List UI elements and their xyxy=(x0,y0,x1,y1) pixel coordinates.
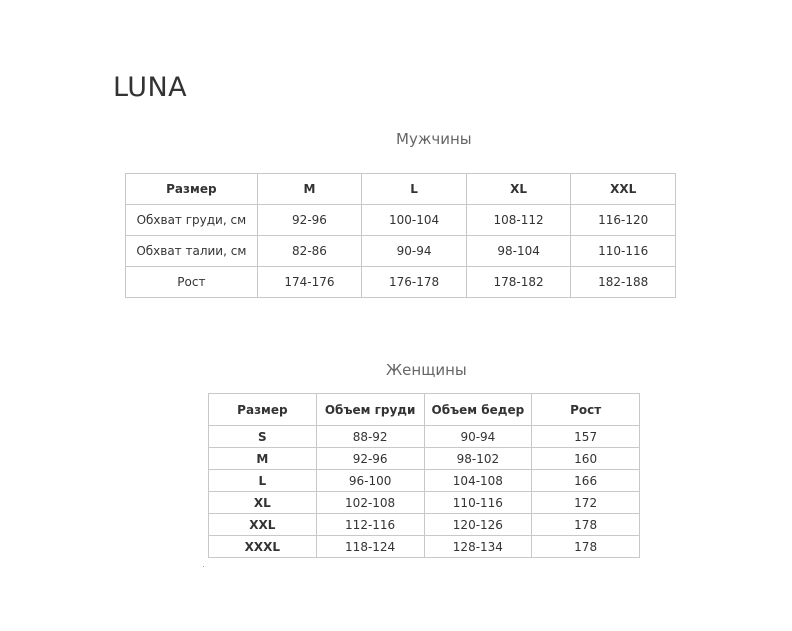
header-cell: XL xyxy=(466,174,571,205)
row-label: Рост xyxy=(126,267,258,298)
table-cell: 116-120 xyxy=(571,205,676,236)
table-cell: 182-188 xyxy=(571,267,676,298)
table-cell: 108-112 xyxy=(466,205,571,236)
stray-dot xyxy=(203,566,204,567)
table-cell: 104-108 xyxy=(424,470,532,492)
table-cell: 88-92 xyxy=(316,426,424,448)
table-row xyxy=(209,492,640,514)
header-cell: Объем бедер xyxy=(424,394,532,426)
women-caption: Женщины xyxy=(386,361,467,379)
header-cell: Размер xyxy=(209,394,317,426)
table-row xyxy=(209,536,640,558)
header-cell: Рост xyxy=(532,394,640,426)
table-row xyxy=(209,470,640,492)
table-cell: 112-116 xyxy=(316,514,424,536)
table-cell: 120-126 xyxy=(424,514,532,536)
table-cell: 90-94 xyxy=(424,426,532,448)
brand-title: LUNA xyxy=(113,72,188,103)
table-row xyxy=(209,448,640,470)
row-label: Обхват груди, см xyxy=(126,205,258,236)
table-cell: 160 xyxy=(532,448,640,470)
header-cell: M xyxy=(257,174,362,205)
table-cell: 90-94 xyxy=(362,236,467,267)
table-cell: 118-124 xyxy=(316,536,424,558)
header-cell: Размер xyxy=(126,174,258,205)
table-row xyxy=(209,514,640,536)
table-cell: 178-182 xyxy=(466,267,571,298)
table-cell: 98-104 xyxy=(466,236,571,267)
header-cell: L xyxy=(362,174,467,205)
size-cell: XXL xyxy=(209,514,317,536)
table-cell: 166 xyxy=(532,470,640,492)
table-cell: 96-100 xyxy=(316,470,424,492)
size-cell: XL xyxy=(209,492,317,514)
table-cell: 82-86 xyxy=(257,236,362,267)
men-caption: Мужчины xyxy=(396,130,472,148)
table-row xyxy=(126,236,676,267)
table-row xyxy=(126,205,676,236)
table-cell: 98-102 xyxy=(424,448,532,470)
size-cell: L xyxy=(209,470,317,492)
header-cell: Объем груди xyxy=(316,394,424,426)
table-cell: 102-108 xyxy=(316,492,424,514)
table-cell: 110-116 xyxy=(424,492,532,514)
table-cell: 92-96 xyxy=(257,205,362,236)
table-row xyxy=(126,267,676,298)
table-cell: 110-116 xyxy=(571,236,676,267)
table-cell: 172 xyxy=(532,492,640,514)
table-header-row xyxy=(126,174,676,205)
table-row xyxy=(209,426,640,448)
size-cell: S xyxy=(209,426,317,448)
row-label: Обхват талии, см xyxy=(126,236,258,267)
table-cell: 92-96 xyxy=(316,448,424,470)
table-cell: 176-178 xyxy=(362,267,467,298)
table-cell: 157 xyxy=(532,426,640,448)
header-cell: XXL xyxy=(571,174,676,205)
table-header-row xyxy=(209,394,640,426)
table-cell: 128-134 xyxy=(424,536,532,558)
table-cell: 174-176 xyxy=(257,267,362,298)
table-cell: 100-104 xyxy=(362,205,467,236)
table-cell: 178 xyxy=(532,514,640,536)
women-size-table xyxy=(208,393,640,558)
size-cell: XXXL xyxy=(209,536,317,558)
size-cell: M xyxy=(209,448,317,470)
men-size-table xyxy=(125,173,676,298)
table-cell: 178 xyxy=(532,536,640,558)
